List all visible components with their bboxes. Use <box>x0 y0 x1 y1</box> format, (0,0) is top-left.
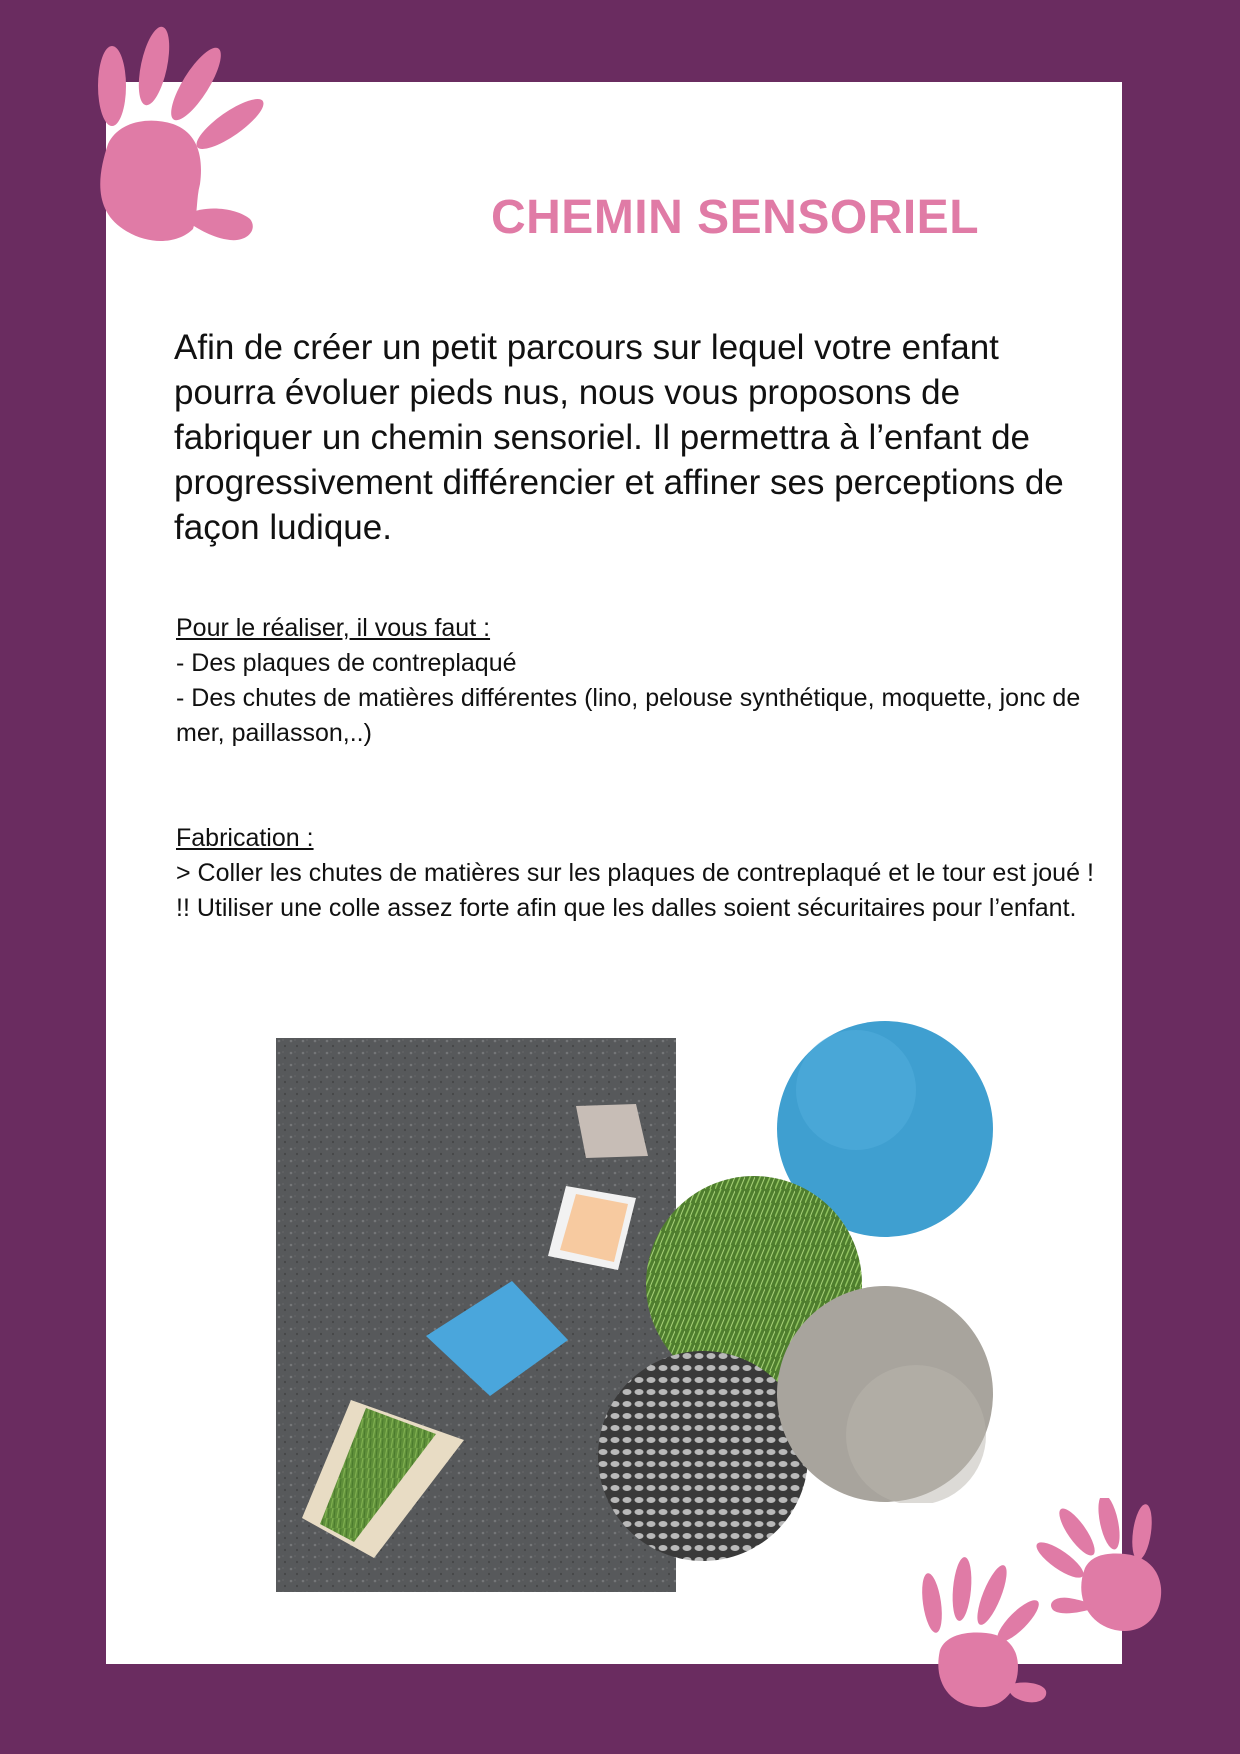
fabrication-heading: Fabrication : <box>176 824 314 852</box>
fabrication-step: > Coller les chutes de matières sur les plaques de contreplaqué et le tour est joué ! <box>176 859 1094 887</box>
fabrication-step: !! Utiliser une colle assez forte afin que les dalles soient sécuritaires pour l’enfant. <box>176 894 1077 922</box>
sandy-carpet-swatch <box>776 1285 994 1503</box>
page-title: CHEMIN SENSORIEL <box>490 191 980 244</box>
materials-item: - Des plaques de contreplaqué <box>176 649 517 677</box>
fabrication-section <box>176 821 1096 926</box>
materials-heading: Pour le réaliser, il vous faut : <box>176 614 491 642</box>
intro-paragraph: Afin de créer un petit parcours sur lequel votre enfant pourra évoluer pieds nus, nous vous proposons de fabriquer un chemin sensoriel. Il permettra à l’enfant de progressivement différencier et affiner ses perceptions de façon ludique. <box>174 328 1064 547</box>
materials-item: - Des chutes de matières différentes (lino, pelouse synthétique, moquette, jonc de mer, paillasson,..) <box>176 684 1081 747</box>
materials-section <box>176 611 1096 751</box>
handprint-icon <box>918 1555 1058 1715</box>
